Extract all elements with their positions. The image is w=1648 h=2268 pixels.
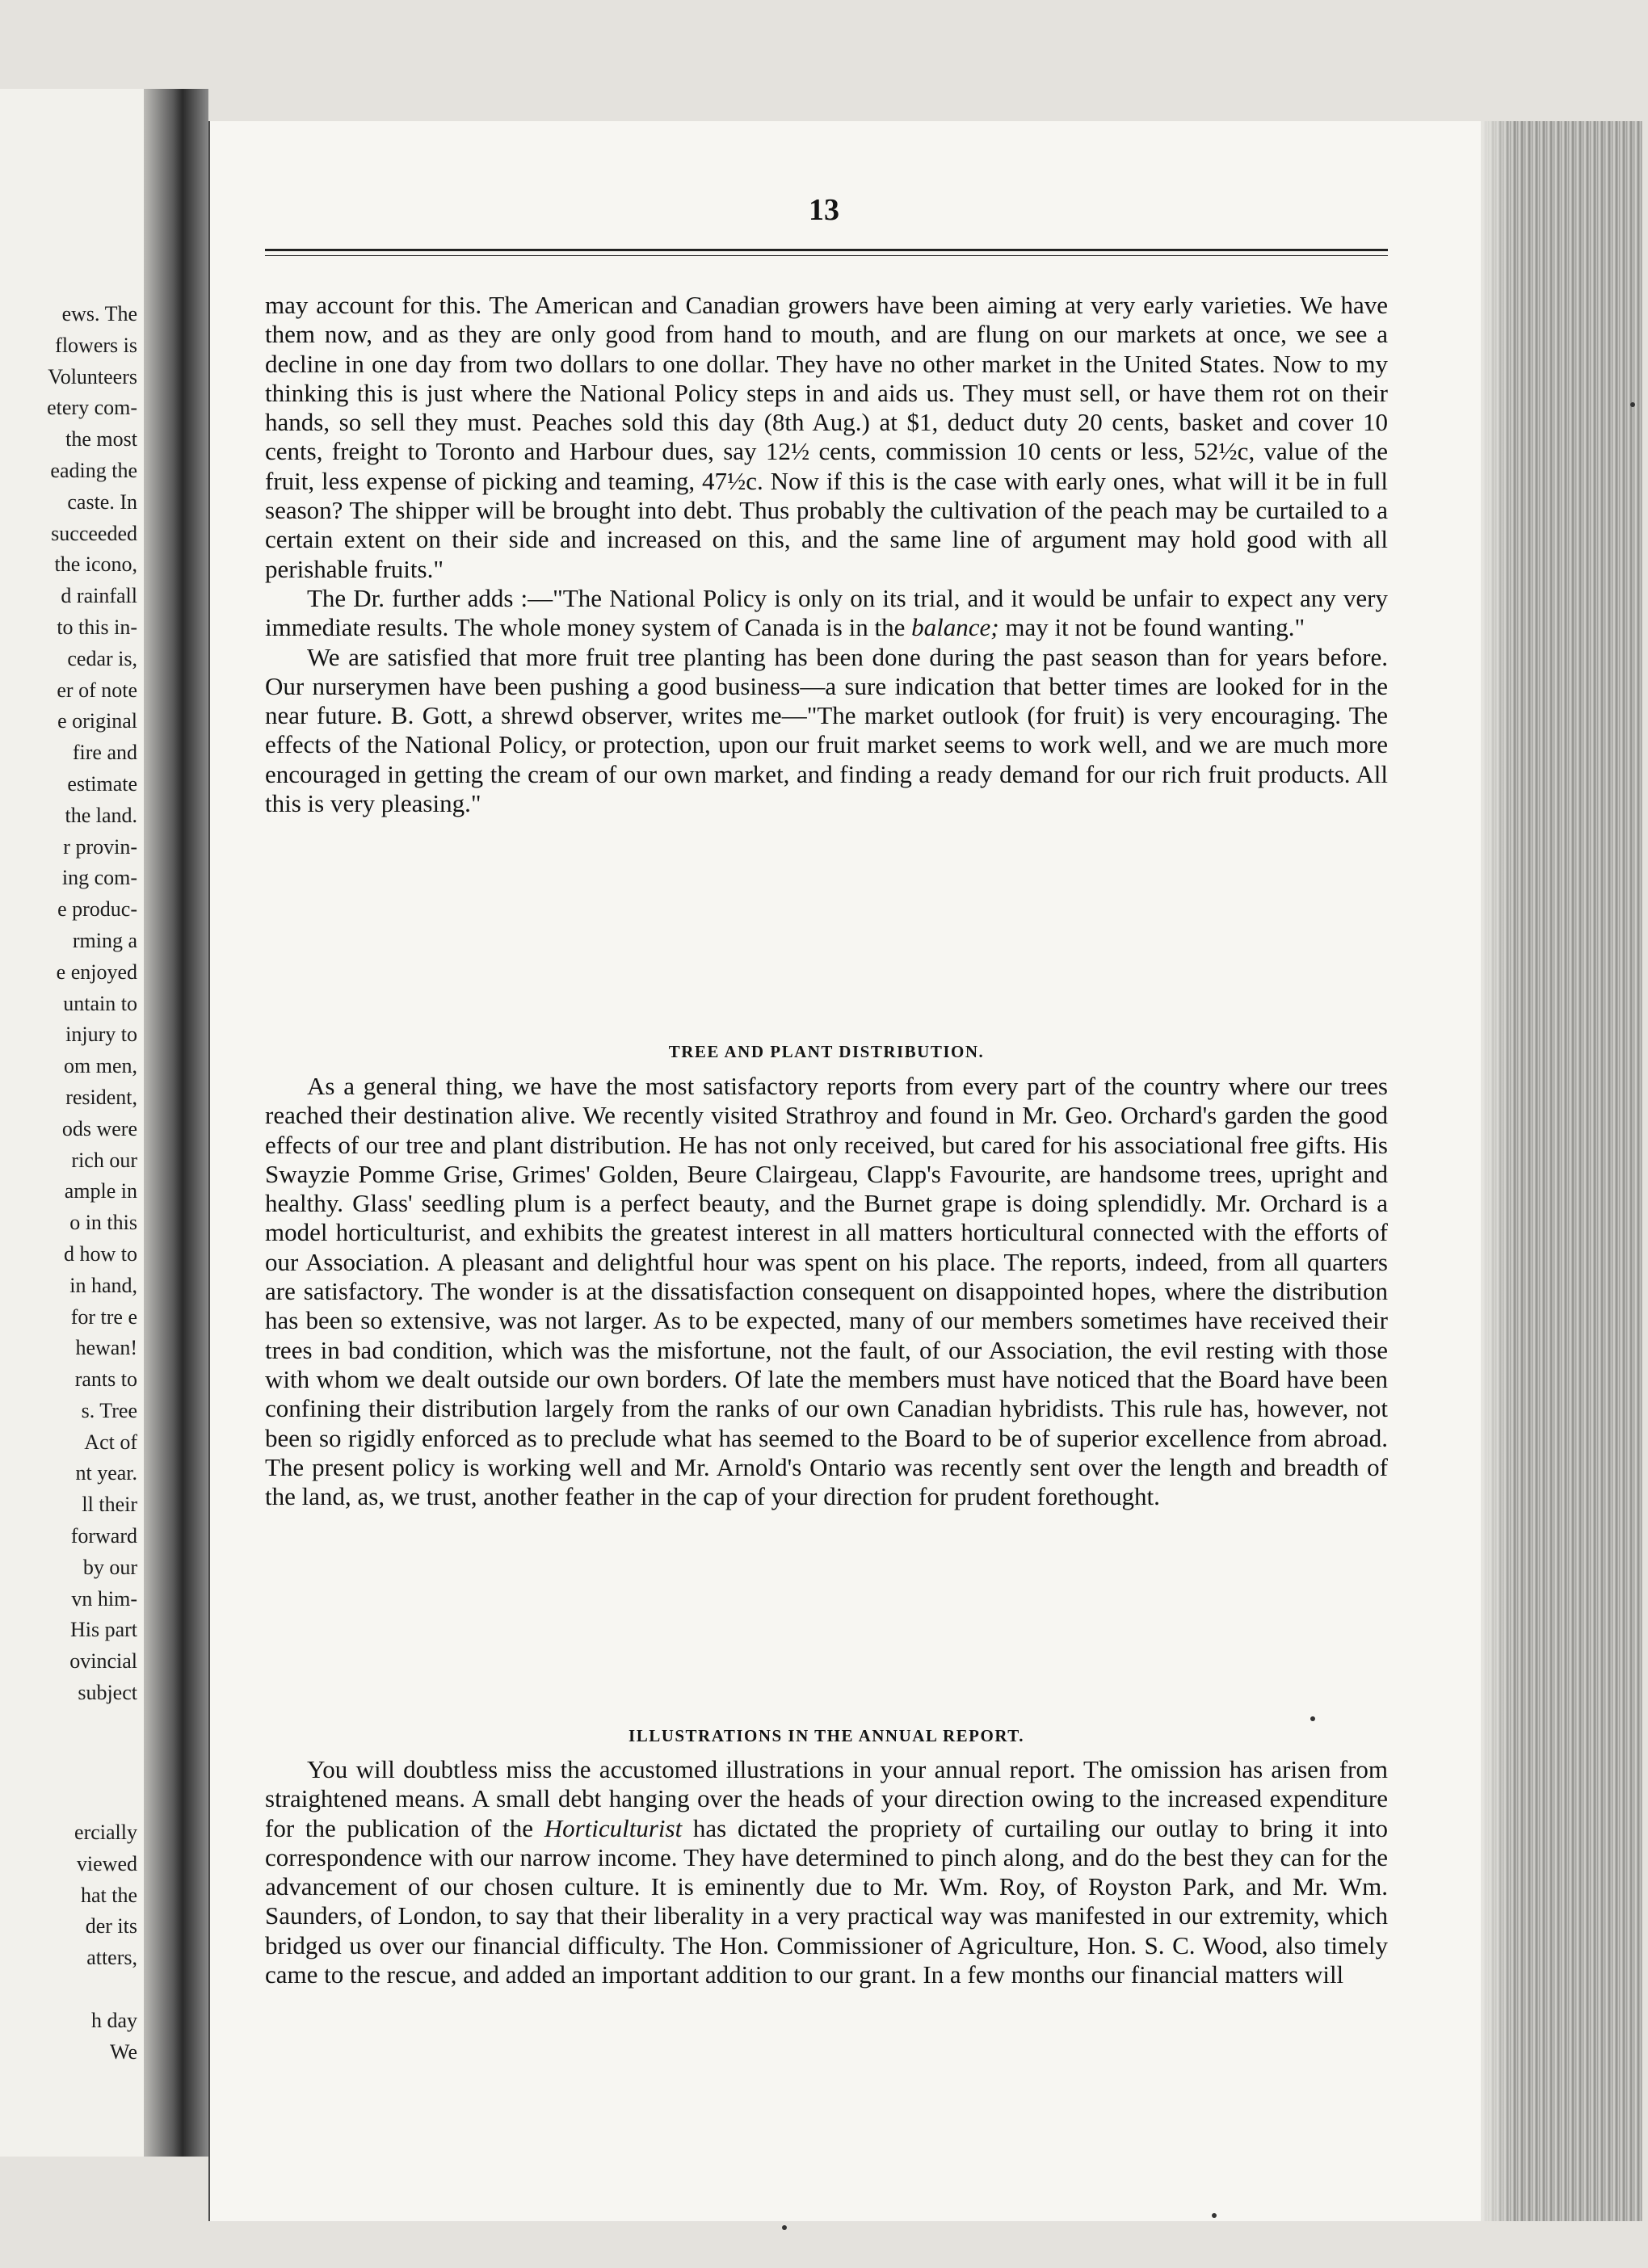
paragraph-illustrations-text: You will doubtless miss the accustomed illustrations in your annual report. The omission has arisen from straightened means. A small debt hanging over the heads of your direction owing to the increased expenditure for the publication of the	[265, 1755, 1388, 1842]
scan-speck	[782, 2225, 787, 2230]
left-page-line: er of note	[57, 678, 137, 702]
left-page-line: estimate	[67, 771, 137, 796]
left-page-line: We	[110, 2039, 137, 2064]
text-block-illustrations	[265, 1755, 1388, 1989]
left-page-line: forward	[70, 1524, 137, 1548]
left-page-line: rming a	[72, 928, 137, 952]
left-page-line: in hand,	[69, 1273, 137, 1297]
left-page-line: to this in-	[57, 615, 137, 639]
left-page-line: rich our	[71, 1148, 137, 1172]
left-page-line: succeeded	[51, 521, 137, 545]
page-edge-stack	[1481, 121, 1642, 2221]
left-page-line: ample in	[64, 1179, 137, 1203]
left-page-line: the icono,	[54, 552, 137, 577]
left-page-line: e produc-	[57, 897, 137, 922]
left-page-line: e enjoyed	[56, 960, 137, 984]
left-page-text-bottom	[0, 1817, 137, 2068]
left-page-line: ovincial	[69, 1649, 137, 1674]
scan-speck	[1212, 2213, 1217, 2218]
left-page-line: resident,	[65, 1085, 137, 1109]
left-page-line: ews. The	[61, 302, 137, 326]
left-page-line: subject	[78, 1681, 137, 1705]
left-page-line: atters,	[86, 1946, 137, 1970]
left-page-line: ercially	[74, 1821, 137, 1844]
paragraph-dr-adds-end: may it not be found wanting."	[998, 613, 1305, 642]
paragraph-tree-planting: We are satisfied that more fruit tree planting has been done during the past season than for years before. Our nurserymen have been pushing a good business—a sure indication that better times are looked for in the near future. B. Gott, a shrewd observer, writes me—"The market outlook (for fruit) is very encouraging. The effects of the National Policy, or protection, upon our fruit market seems to work well, and we are much more encouraged in getting the cream of our own market, and finding a ready demand for our rich fruit products. All this is very pleasing."	[265, 642, 1388, 818]
left-page-line: ods were	[61, 1116, 137, 1140]
paragraph-continuation: may account for this. The American and Canadian growers have been aiming at very early varieties. We have them now, and as they are only good from hand to mouth, and are flung on our markets at once, we see a decline in one day from two dollars to one dollar. They have no other market in the United States. Now to my thinking this is just where the National Policy steps in and aids us. They must sell, or have them rot on their hands, so sell they must. Peaches sold this day (8th Aug.) at $1, deduct duty 20 cents, basket and cover 10 cents, freight to Toronto and Harbour dues, say 12½ cents, commission 10 cents or less, 52½c, value of the fruit, less expense of picking and teaming, 47½c. Now if this is the case with early ones, what will it be in full season? The shipper will be brought into debt. Thus probably the cultivation of the peach may be curtailed to a certain extent on their side and increased on this, and the same line of argument may hold good with all perishable fruits."	[265, 291, 1388, 583]
left-page-line: His part	[69, 1618, 137, 1642]
paragraph-dr-adds	[265, 584, 1388, 643]
left-page-line: injury to	[65, 1023, 137, 1047]
left-page-line: by our	[82, 1555, 137, 1579]
page-number: 13	[809, 193, 839, 227]
left-page-line: d rainfall	[61, 584, 137, 608]
left-page-line: e original	[57, 709, 137, 733]
left-page-line: om men,	[64, 1054, 137, 1078]
left-page-line: untain to	[63, 991, 137, 1015]
left-page-line	[0, 1974, 137, 2006]
left-page-line: hewan!	[75, 1336, 137, 1360]
left-page-line: ll their	[82, 1493, 137, 1517]
left-page-line: viewed	[76, 1851, 137, 1875]
heading-tree-plant-distribution: TREE AND PLANT DISTRIBUTION.	[668, 1042, 985, 1061]
left-page-line: caste. In	[67, 489, 137, 514]
paragraph-illustrations	[265, 1755, 1388, 1989]
left-page-line: the most	[65, 427, 137, 452]
left-page-line: etery com-	[47, 396, 137, 420]
book-gutter	[144, 89, 208, 2157]
left-page-line: vn him-	[71, 1586, 137, 1611]
scan-speck	[1310, 1716, 1315, 1721]
paragraph-dr-adds-text: The Dr. further adds :—"The National Policy is only on its trial, and it would be unfair to expect any very immediate results. The whole money system of Canada is in the	[265, 583, 1388, 642]
paragraph-illustrations-italic: Horticulturist	[544, 1813, 683, 1842]
left-page-line: cedar is,	[67, 646, 137, 670]
paragraph-distribution: As a general thing, we have the most satisfactory reports from every part of the country where our trees reached their destination alive. We recently visited Strathroy and found in Mr. Geo. Orchard's garden the good effects of our tree and plant distribution. He has not only received, but cared for his associational free gifts. His Swayzie Pomme Grise, Grimes' Golden, Beure Clairgeau, Clapp's Favourite, are handsome trees, upright and healthy. Glass' seedling plum is a perfect beauty, and the Burnet grape is doing splendidly. Mr. Orchard is a model horticulturist, and exhibits the greatest interest in all matters horticultural connected with the efforts of our Association. A pleasant and delightful hour was spent on his place. The reports, indeed, from all quarters are satisfactory. The wonder is at the dissatisfaction consequent on disappointed hopes, where the distribution has been so extensive, was not larger. As to be expected, many of our members sometimes have received their trees in bad condition, which was the misfortune, not the fault, of our Association, the evil resting with those with whom we dealt outside our own borders. Of late the members must have noticed that the Board have been confining their distribution largely from the ranks of our own Canadian hybridists. This rule has, however, not been so rigidly enforced as to preclude what has seemed to the Board to be of superior excellence from abroad. The present policy is working well and Mr. Arnold's Ontario was recently sent over the length and breadth of the land, as, we trust, another feather in the cap of your direction for prudent forethought.	[265, 1072, 1388, 1511]
text-block-opening	[265, 291, 1388, 818]
left-page-line: for tre e	[70, 1304, 137, 1329]
left-page-line: nt year.	[75, 1461, 137, 1485]
left-page-line: hat the	[80, 1883, 137, 1907]
left-page-line: Volunteers	[48, 364, 137, 388]
scan-speck	[1630, 402, 1635, 407]
left-page-line: r provin-	[63, 834, 137, 859]
heading-illustrations: ILLUSTRATIONS IN THE ANNUAL REPORT.	[629, 1726, 1024, 1745]
left-page-line: der its	[85, 1914, 137, 1938]
paragraph-illustrations-end: has dictated the propriety of curtailing our outlay to bring it into correspondence with our narrow income. They have determined to pinch along, and do the best they can for the advancement of our chosen culture. It is eminently due to Mr. Wm. Roy, of Royston Park, and Mr. Wm. Saunders, of London, to say that their liberality in a very practical way was manifested in our extremity, which bridged us over our financial difficulty. The Hon. Commissioner of Agriculture, Hon. S. C. Wood, also timely came to the rescue, and added an important addition to our grant. In a few months our financial matters will	[265, 1813, 1389, 1989]
left-page-line: s. Tree	[81, 1398, 137, 1422]
left-page-text-top	[0, 299, 137, 1709]
left-page-line: o in this	[69, 1211, 137, 1235]
left-page-line: d how to	[64, 1241, 137, 1266]
text-block-distribution	[265, 1072, 1388, 1511]
left-page-line: the land.	[65, 803, 137, 827]
header-rule	[265, 249, 1388, 256]
left-page-line: rants to	[74, 1367, 137, 1392]
left-page-line: flowers is	[55, 333, 137, 357]
paragraph-dr-adds-italic: balance;	[911, 613, 999, 642]
left-page-line: fire and	[72, 741, 137, 765]
left-page-line: ing com-	[61, 866, 137, 890]
left-page-line: h day	[90, 2008, 137, 2032]
left-page-line: eading the	[50, 458, 137, 482]
left-page-line: Act of	[84, 1430, 137, 1454]
